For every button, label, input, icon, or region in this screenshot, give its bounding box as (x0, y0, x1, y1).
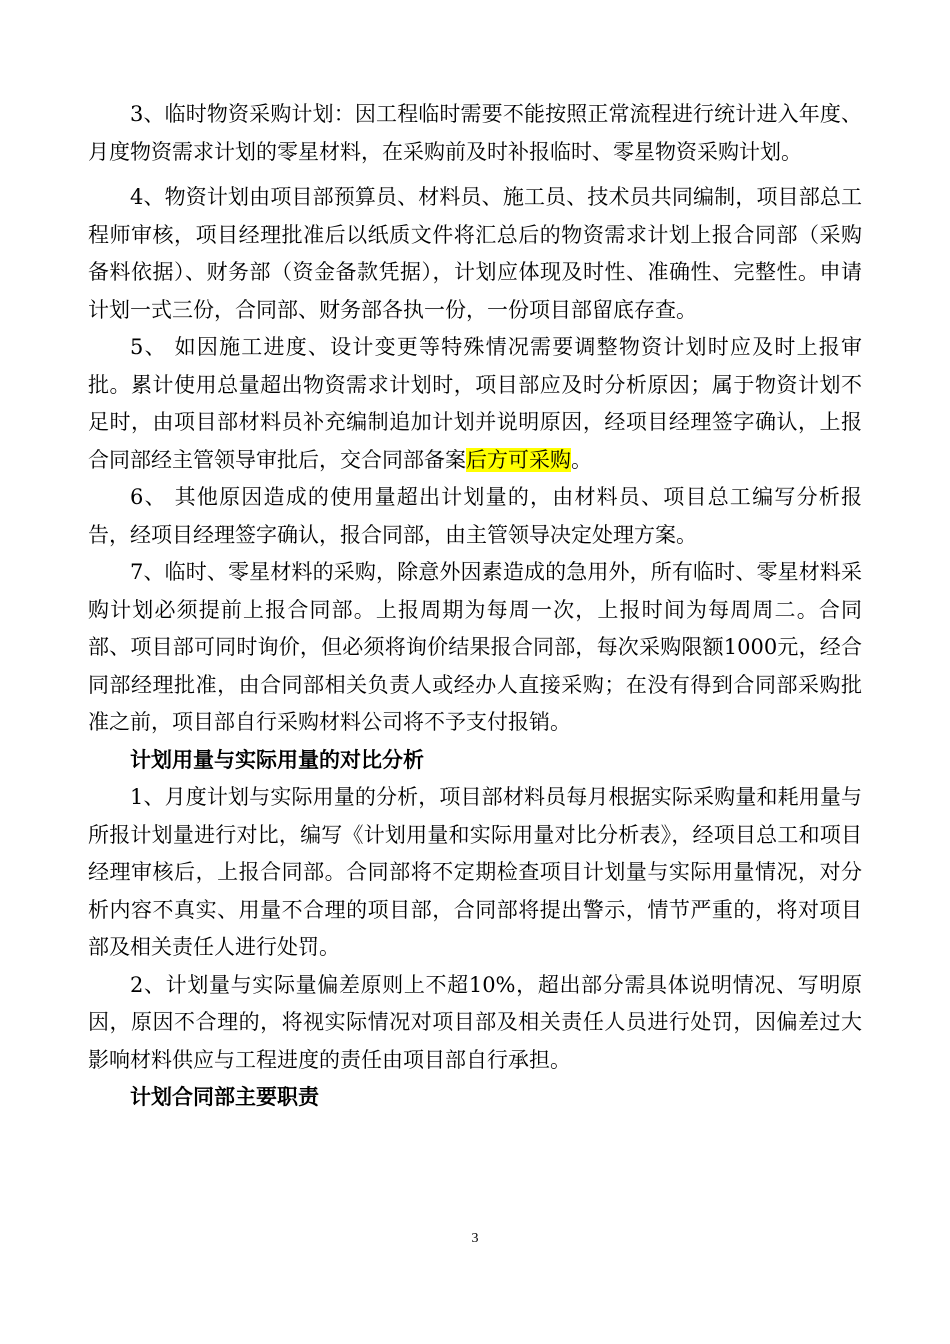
section-heading-duties: 计划合同部主要职责 (130, 1085, 319, 1109)
highlighted-text: 后方可采购 (466, 447, 571, 472)
paragraph-item-5-end: 。 (571, 447, 592, 472)
section-heading-analysis: 计划用量与实际用量的对比分析 (130, 747, 424, 772)
page-body (88, 96, 862, 1117)
analysis-item-2: 2、计划量与实际量偏差原则上不超10%，超出部分需具体说明情况、写明原因，原因不合理的，将视实际情况对项目部及相关责任人员进行处罚，因偏差过大影响材料供应与工程进度的责任由项目部自行承担。 (88, 972, 862, 1072)
paragraph-item-7: 7、临时、零星材料的采购，除意外因素造成的急用外，所有临时、零星材料采购计划必须提前上报合同部。上报周期为每周一次，上报时间为每周周二。合同部、项目部可同时询价，但必须将询价结果报合同部，每次采购限额1000元，经合同部经理批准，由合同部相关负责人或经办人直接采购；在没有得到合同部采购批准之前，项目部自行采购材料公司将不予支付报销。 (88, 560, 862, 734)
paragraph-item-5 (88, 329, 862, 479)
paragraph-item-4: 4、物资计划由项目部预算员、材料员、施工员、技术员共同编制，项目部总工程师审核，项目经理批准后以纸质文件将汇总后的物资需求计划上报合同部（采购备料依据）、财务部（资金备款凭据），计划应体现及时性、准确性、完整性。申请计划一式三份，合同部、财务部各执一份，一份项目部留底存查。 (88, 185, 862, 322)
paragraph-item-3: 3、临时物资采购计划：因工程临时需要不能按照正常流程进行统计进入年度、月度物资需求计划的零星材料，在采购前及时补报临时、零星物资采购计划。 (88, 102, 862, 164)
analysis-item-1: 1、月度计划与实际用量的分析，项目部材料员每月根据实际采购量和耗用量与所报计划量进行对比，编写《计划用量和实际用量对比分析表》，经项目总工和项目经理审核后，上报合同部。合同部将不定期检查项目计划量与实际用量情况，对分析内容不真实、用量不合理的项目部，合同部将提出警示，情节严重的，将对项目部及相关责任人进行处罚。 (88, 785, 862, 959)
paragraph-item-5-text: 5、 如因施工进度、设计变更等特殊情况需要调整物资计划时应及时上报审批。累计使用总量超出物资需求计划时，项目部应及时分析原因；属于物资计划不足时，由项目部材料员补充编制追加计划并说明原因，经项目经理签字确认，上报合同部经主管领导审批后，交合同部备案 (88, 335, 862, 472)
page-number: 3 (471, 1231, 479, 1246)
paragraph-item-6: 6、 其他原因造成的使用量超出计划量的，由材料员、项目总工编写分析报告，经项目经理签字确认，报合同部，由主管领导决定处理方案。 (88, 485, 862, 547)
